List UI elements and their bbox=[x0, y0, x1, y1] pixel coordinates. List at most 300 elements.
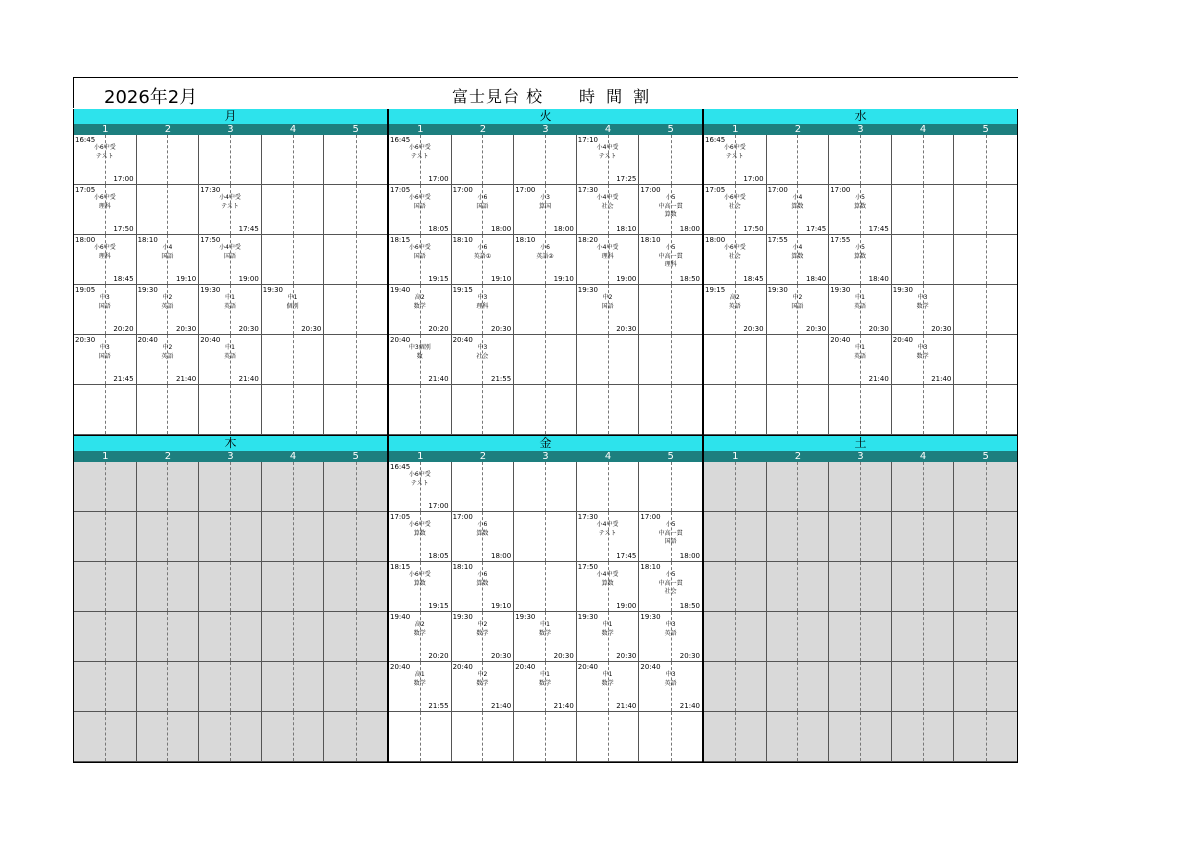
class-grade: 小6中受 bbox=[408, 244, 431, 251]
class-start-time: 17:30 bbox=[200, 186, 221, 194]
class-subject: テスト bbox=[221, 203, 239, 210]
class-end-time: 21:55 bbox=[491, 375, 512, 383]
class-end-time: 17:45 bbox=[806, 225, 827, 233]
class-start-time: 19:15 bbox=[452, 286, 473, 294]
class-end-time: 18:05 bbox=[428, 552, 449, 560]
schedule-cell bbox=[704, 185, 767, 235]
schedule-cell bbox=[639, 235, 702, 285]
class-end-time: 20:30 bbox=[301, 325, 322, 333]
class-subject-sub: 社会 bbox=[664, 588, 677, 595]
schedule-cell bbox=[389, 562, 452, 612]
class-end-time: 19:15 bbox=[428, 275, 449, 283]
class-start-time: 17:05 bbox=[390, 513, 411, 521]
schedule-cell bbox=[137, 712, 200, 762]
class-start-time: 18:15 bbox=[390, 236, 411, 244]
class-grade: 小4中受 bbox=[219, 244, 241, 251]
class-grade: 中1 bbox=[602, 671, 613, 678]
class-grade: 中3 bbox=[477, 344, 488, 351]
class-end-time: 17:50 bbox=[113, 225, 134, 233]
class-end-time: 20:30 bbox=[931, 325, 952, 333]
schedule-cell bbox=[324, 235, 387, 285]
class-subject: 英語 bbox=[161, 353, 174, 360]
period-header-row bbox=[388, 451, 703, 462]
class-start-time: 19:40 bbox=[390, 286, 411, 294]
class-end-time: 17:45 bbox=[868, 225, 889, 233]
schedule-cell bbox=[74, 562, 137, 612]
schedule-cell bbox=[954, 385, 1017, 435]
schedule-cell bbox=[829, 562, 892, 612]
class-subject: 国語 bbox=[98, 353, 111, 360]
class-start-time: 19:30 bbox=[577, 286, 598, 294]
class-start-time: 20:40 bbox=[577, 663, 598, 671]
day-header: 月 bbox=[73, 109, 388, 124]
class-grade: 高2 bbox=[729, 294, 740, 301]
schedule-cell bbox=[452, 512, 515, 562]
schedule-cell bbox=[829, 335, 892, 385]
schedule-cell bbox=[74, 335, 137, 385]
schedule-cell bbox=[324, 385, 387, 435]
period-number: 3 bbox=[857, 451, 864, 462]
day-block bbox=[73, 109, 388, 435]
class-subject: 算数 bbox=[853, 253, 866, 260]
class-subject: 社会 bbox=[601, 203, 614, 210]
schedule-cell bbox=[704, 662, 767, 712]
period-number: 2 bbox=[479, 451, 487, 462]
period-number: 1 bbox=[417, 124, 424, 135]
class-start-time: 19:30 bbox=[452, 613, 473, 621]
class-subject: 英語 bbox=[161, 303, 174, 310]
schedule-cell bbox=[389, 712, 452, 762]
period-number: 2 bbox=[794, 124, 802, 135]
class-grade: 小6中受 bbox=[93, 194, 116, 201]
class-subject: テスト bbox=[410, 153, 429, 160]
class-grade: 小6中受 bbox=[408, 521, 431, 528]
class-grade: 中1 bbox=[540, 671, 550, 678]
schedule-cell bbox=[199, 185, 262, 235]
schedule-cell bbox=[137, 185, 200, 235]
period-number: 5 bbox=[352, 124, 359, 135]
class-start-time: 18:10 bbox=[515, 236, 536, 244]
class-end-time: 20:20 bbox=[428, 652, 449, 660]
class-subject: 国語 bbox=[223, 253, 236, 260]
class-subject: 英語② bbox=[536, 253, 554, 260]
schedule-cell bbox=[767, 712, 830, 762]
schedule-cell bbox=[892, 135, 955, 185]
class-start-time: 17:00 bbox=[452, 513, 473, 521]
class-start-time: 20:40 bbox=[452, 663, 473, 671]
class-end-time: 19:10 bbox=[491, 275, 512, 283]
schedule-cell bbox=[262, 712, 325, 762]
schedule-cell bbox=[704, 512, 767, 562]
class-subject: 算国 bbox=[538, 203, 551, 210]
period-number: 1 bbox=[417, 451, 424, 462]
class-end-time: 20:30 bbox=[553, 652, 574, 660]
class-subject: テスト bbox=[598, 153, 617, 160]
schedule-cell bbox=[704, 135, 767, 185]
class-end-time: 20:30 bbox=[616, 325, 637, 333]
class-subject: 理科 bbox=[476, 303, 489, 310]
class-start-time: 18:10 bbox=[640, 236, 661, 244]
schedule-cell bbox=[199, 285, 262, 335]
period-number: 3 bbox=[227, 451, 234, 462]
schedule-cell bbox=[954, 185, 1017, 235]
period-number: 1 bbox=[102, 451, 109, 462]
class-subject: 中高一貫 bbox=[658, 253, 683, 260]
period-number: 4 bbox=[289, 451, 297, 462]
page-title: 時 間 割 bbox=[579, 87, 653, 106]
class-subject: 算数 bbox=[413, 530, 426, 537]
class-end-time: 18:00 bbox=[553, 225, 574, 233]
class-end-time: 17:00 bbox=[428, 175, 449, 183]
class-end-time: 17:00 bbox=[113, 175, 134, 183]
class-start-time: 17:10 bbox=[577, 136, 598, 144]
class-subject: 中高一貫 bbox=[658, 580, 683, 587]
class-grade: 小6中受 bbox=[93, 244, 116, 251]
schedule-cell bbox=[892, 385, 955, 435]
class-subject: 算数 bbox=[476, 580, 489, 587]
class-subject: 数学 bbox=[538, 630, 551, 637]
schedule-cell bbox=[452, 185, 515, 235]
class-subject: 算数 bbox=[413, 580, 426, 587]
schedule-cell bbox=[954, 235, 1017, 285]
schedule-cell bbox=[199, 335, 262, 385]
schedule-cell bbox=[704, 335, 767, 385]
class-grade: 小4中受 bbox=[596, 571, 619, 578]
class-grade: 小4中受 bbox=[596, 244, 619, 251]
schedule-cell bbox=[639, 385, 702, 435]
class-end-time: 20:20 bbox=[428, 325, 449, 333]
class-subject: 理科 bbox=[98, 253, 111, 260]
class-subject: 国語 bbox=[413, 203, 426, 210]
schedule-cell bbox=[137, 662, 200, 712]
schedule-cell bbox=[829, 662, 892, 712]
schedule-cell bbox=[452, 612, 515, 662]
schedule-cell bbox=[137, 562, 200, 612]
class-grade: 小5 bbox=[665, 194, 676, 201]
schedule-cell bbox=[74, 712, 137, 762]
class-start-time: 18:15 bbox=[390, 563, 411, 571]
schedule-cell bbox=[324, 612, 387, 662]
schedule-cell bbox=[452, 462, 515, 512]
class-grade: 中2 bbox=[602, 294, 613, 301]
schedule-cell bbox=[262, 462, 325, 512]
schedule-cell bbox=[452, 135, 515, 185]
class-subject: 個別 bbox=[286, 303, 299, 310]
day-header: 水 bbox=[703, 109, 1018, 124]
class-end-time: 18:40 bbox=[806, 275, 827, 283]
schedule-cell bbox=[767, 185, 830, 235]
class-grade: 小4中受 bbox=[219, 194, 241, 201]
schedule-cell bbox=[389, 385, 452, 435]
class-subject: 社会 bbox=[728, 253, 741, 260]
class-subject: テスト bbox=[95, 153, 114, 160]
class-grade: 小5 bbox=[665, 244, 676, 251]
class-subject: 算数 bbox=[791, 203, 804, 210]
class-end-time: 21:40 bbox=[931, 375, 952, 383]
schedule-cell bbox=[639, 512, 702, 562]
class-grade: 高2 bbox=[414, 294, 425, 301]
schedule-cell bbox=[954, 612, 1017, 662]
period-number: 2 bbox=[479, 124, 487, 135]
schedule-cell bbox=[829, 235, 892, 285]
schedule-cell bbox=[262, 562, 325, 612]
schedule-cell bbox=[389, 662, 452, 712]
schedule-cell bbox=[74, 385, 137, 435]
schedule-cell bbox=[577, 285, 640, 335]
period-number: 4 bbox=[289, 124, 297, 135]
schedule-cell bbox=[829, 512, 892, 562]
period-number: 1 bbox=[732, 451, 739, 462]
class-grade: 中3 bbox=[99, 344, 110, 351]
day-header: 木 bbox=[73, 436, 388, 451]
class-start-time: 18:00 bbox=[75, 236, 96, 244]
schedule-cell bbox=[137, 235, 200, 285]
class-subject: テスト bbox=[598, 530, 617, 537]
class-end-time: 21:40 bbox=[238, 375, 259, 383]
period-number: 5 bbox=[667, 124, 674, 135]
class-start-time: 19:30 bbox=[137, 286, 158, 294]
class-grade: 中3 bbox=[917, 344, 928, 351]
class-subject: 理科 bbox=[98, 203, 111, 210]
schedule-cell bbox=[892, 335, 955, 385]
class-end-time: 21:45 bbox=[113, 375, 134, 383]
class-subject: 算数 bbox=[476, 530, 489, 537]
schedule-cell bbox=[74, 285, 137, 335]
class-subject: 中高一貫 bbox=[658, 203, 683, 210]
class-grade: 中2 bbox=[477, 621, 488, 628]
schedule-cell bbox=[704, 712, 767, 762]
class-grade: 小6 bbox=[477, 244, 488, 251]
period-number: 3 bbox=[542, 451, 549, 462]
schedule-cell bbox=[514, 185, 577, 235]
class-subject: 数学 bbox=[476, 630, 489, 637]
class-subject: 英語 bbox=[853, 303, 866, 310]
class-start-time: 17:30 bbox=[577, 513, 598, 521]
class-end-time: 20:30 bbox=[238, 325, 259, 333]
class-start-time: 17:30 bbox=[577, 186, 598, 194]
schedule-cell bbox=[639, 662, 702, 712]
period-number: 2 bbox=[164, 124, 172, 135]
class-grade: 中1 bbox=[225, 344, 235, 351]
class-grade: 小6 bbox=[477, 571, 488, 578]
class-end-time: 18:45 bbox=[113, 275, 134, 283]
schedule-cell bbox=[514, 462, 577, 512]
schedule-cell bbox=[262, 662, 325, 712]
schedule-cell bbox=[829, 712, 892, 762]
class-grade: 中3 bbox=[99, 294, 110, 301]
schedule-cell bbox=[452, 235, 515, 285]
class-start-time: 17:55 bbox=[767, 236, 788, 244]
period-number: 5 bbox=[982, 451, 989, 462]
schedule-cell bbox=[767, 335, 830, 385]
schedule-cell bbox=[137, 335, 200, 385]
schedule-cell bbox=[892, 285, 955, 335]
class-start-time: 17:05 bbox=[390, 186, 411, 194]
class-grade: 中3個別 bbox=[408, 344, 431, 351]
class-subject: テスト bbox=[410, 480, 429, 487]
schedule-cell bbox=[767, 612, 830, 662]
schedule-cell bbox=[389, 335, 452, 385]
schedule-cell bbox=[74, 462, 137, 512]
class-grade: 中1 bbox=[855, 344, 865, 351]
period-number: 1 bbox=[732, 124, 739, 135]
class-subject: 数学 bbox=[601, 680, 614, 687]
schedule-cell bbox=[514, 512, 577, 562]
class-start-time: 19:30 bbox=[892, 286, 913, 294]
schedule-cell bbox=[577, 512, 640, 562]
class-start-time: 18:10 bbox=[640, 563, 661, 571]
class-grade: 中1 bbox=[225, 294, 235, 301]
class-grade: 小4中受 bbox=[596, 144, 619, 151]
schedule-cell bbox=[514, 335, 577, 385]
class-subject: 英語 bbox=[728, 303, 741, 310]
class-end-time: 19:15 bbox=[428, 602, 449, 610]
class-end-time: 17:00 bbox=[428, 502, 449, 510]
schedule-cell bbox=[389, 285, 452, 335]
period-number: 3 bbox=[857, 124, 864, 135]
schedule-cell bbox=[639, 185, 702, 235]
class-end-time: 20:30 bbox=[491, 652, 512, 660]
class-start-time: 17:50 bbox=[577, 563, 598, 571]
class-grade: 小6中受 bbox=[723, 194, 746, 201]
day-header: 土 bbox=[703, 436, 1018, 451]
schedule-cell bbox=[199, 235, 262, 285]
schedule-cell bbox=[704, 385, 767, 435]
class-end-time: 18:00 bbox=[679, 552, 700, 560]
class-subject: 数 bbox=[416, 353, 423, 360]
class-start-time: 19:30 bbox=[577, 613, 598, 621]
period-header-row bbox=[73, 124, 388, 135]
schedule-cell bbox=[324, 285, 387, 335]
schedule-cell bbox=[137, 612, 200, 662]
class-grade: 中2 bbox=[162, 344, 173, 351]
schedule-cell bbox=[514, 285, 577, 335]
schedule-cell bbox=[829, 285, 892, 335]
schedule-cell bbox=[514, 662, 577, 712]
class-start-time: 20:40 bbox=[892, 336, 913, 344]
class-grade: 小6 bbox=[540, 244, 550, 251]
class-end-time: 17:50 bbox=[743, 225, 764, 233]
class-subject-sub: 国語 bbox=[664, 538, 677, 545]
class-start-time: 19:30 bbox=[830, 286, 851, 294]
class-subject: 数学 bbox=[601, 630, 614, 637]
class-subject: 国語 bbox=[601, 303, 614, 310]
class-subject: 算数 bbox=[791, 253, 804, 260]
class-start-time: 20:40 bbox=[452, 336, 473, 344]
class-grade: 中3 bbox=[665, 671, 676, 678]
schedule-cell bbox=[262, 285, 325, 335]
class-start-time: 18:10 bbox=[452, 563, 473, 571]
class-subject-sub: 算数 bbox=[664, 211, 677, 218]
schedule-cell bbox=[954, 562, 1017, 612]
schedule-cell bbox=[324, 712, 387, 762]
schedule-cell bbox=[767, 512, 830, 562]
schedule-cell bbox=[514, 612, 577, 662]
class-start-time: 20:40 bbox=[640, 663, 661, 671]
schedule-cell bbox=[577, 712, 640, 762]
class-end-time: 18:00 bbox=[491, 552, 512, 560]
schedule-cell bbox=[199, 612, 262, 662]
schedule-cell bbox=[767, 462, 830, 512]
class-end-time: 19:10 bbox=[176, 275, 197, 283]
schedule-cell bbox=[892, 712, 955, 762]
schedule-cell bbox=[577, 385, 640, 435]
class-subject: 英語 bbox=[223, 303, 236, 310]
period-header-row bbox=[73, 451, 388, 462]
schedule-cell bbox=[137, 135, 200, 185]
class-end-time: 20:30 bbox=[616, 652, 637, 660]
class-end-time: 18:00 bbox=[491, 225, 512, 233]
schedule-cell bbox=[514, 712, 577, 762]
class-start-time: 17:00 bbox=[767, 186, 788, 194]
class-grade: 中1 bbox=[287, 294, 298, 301]
schedule-cell bbox=[954, 285, 1017, 335]
schedule-cell bbox=[137, 285, 200, 335]
class-subject: 算数 bbox=[853, 203, 866, 210]
class-start-time: 17:05 bbox=[705, 186, 726, 194]
class-start-time: 19:40 bbox=[390, 613, 411, 621]
class-end-time: 20:20 bbox=[113, 325, 134, 333]
schedule-cell bbox=[892, 462, 955, 512]
schedule-cell bbox=[199, 462, 262, 512]
class-grade: 小4 bbox=[792, 194, 803, 201]
schedule-cell bbox=[577, 662, 640, 712]
schedule-cell bbox=[137, 462, 200, 512]
schedule-cell bbox=[324, 185, 387, 235]
class-end-time: 21:40 bbox=[616, 702, 637, 710]
schedule-cell bbox=[577, 612, 640, 662]
class-end-time: 19:00 bbox=[616, 602, 637, 610]
class-grade: 小5 bbox=[855, 244, 865, 251]
schedule-cell bbox=[199, 512, 262, 562]
schedule-cell bbox=[389, 235, 452, 285]
schedule-cell bbox=[199, 562, 262, 612]
class-grade: 高2 bbox=[414, 621, 425, 628]
class-end-time: 21:40 bbox=[553, 702, 574, 710]
class-start-time: 20:40 bbox=[830, 336, 851, 344]
class-start-time: 17:55 bbox=[830, 236, 851, 244]
schedule-cell bbox=[577, 235, 640, 285]
class-start-time: 17:50 bbox=[200, 236, 221, 244]
schedule-grid bbox=[388, 135, 703, 436]
schedule-cell bbox=[892, 512, 955, 562]
class-start-time: 19:30 bbox=[262, 286, 283, 294]
schedule-cell bbox=[262, 385, 325, 435]
schedule-cell bbox=[639, 335, 702, 385]
schedule-cell bbox=[137, 512, 200, 562]
timetable-sheet bbox=[73, 77, 1018, 764]
schedule-cell bbox=[262, 612, 325, 662]
class-end-time: 20:30 bbox=[679, 652, 700, 660]
schedule-cell bbox=[452, 285, 515, 335]
class-grade: 小6中受 bbox=[93, 144, 116, 151]
schedule-cell bbox=[704, 462, 767, 512]
schedule-cell bbox=[452, 562, 515, 612]
day-header: 火 bbox=[388, 109, 703, 124]
schedule-cell bbox=[639, 712, 702, 762]
period-number: 5 bbox=[982, 124, 989, 135]
schedule-cell bbox=[954, 462, 1017, 512]
schedule-cell bbox=[767, 135, 830, 185]
class-subject: 算数 bbox=[601, 580, 614, 587]
class-start-time: 19:30 bbox=[200, 286, 221, 294]
class-subject: 理科 bbox=[601, 253, 614, 260]
day-block bbox=[388, 436, 703, 762]
period-header-row bbox=[703, 451, 1018, 462]
period-number: 2 bbox=[794, 451, 802, 462]
schedule-cell bbox=[954, 662, 1017, 712]
class-grade: 小5 bbox=[665, 571, 676, 578]
